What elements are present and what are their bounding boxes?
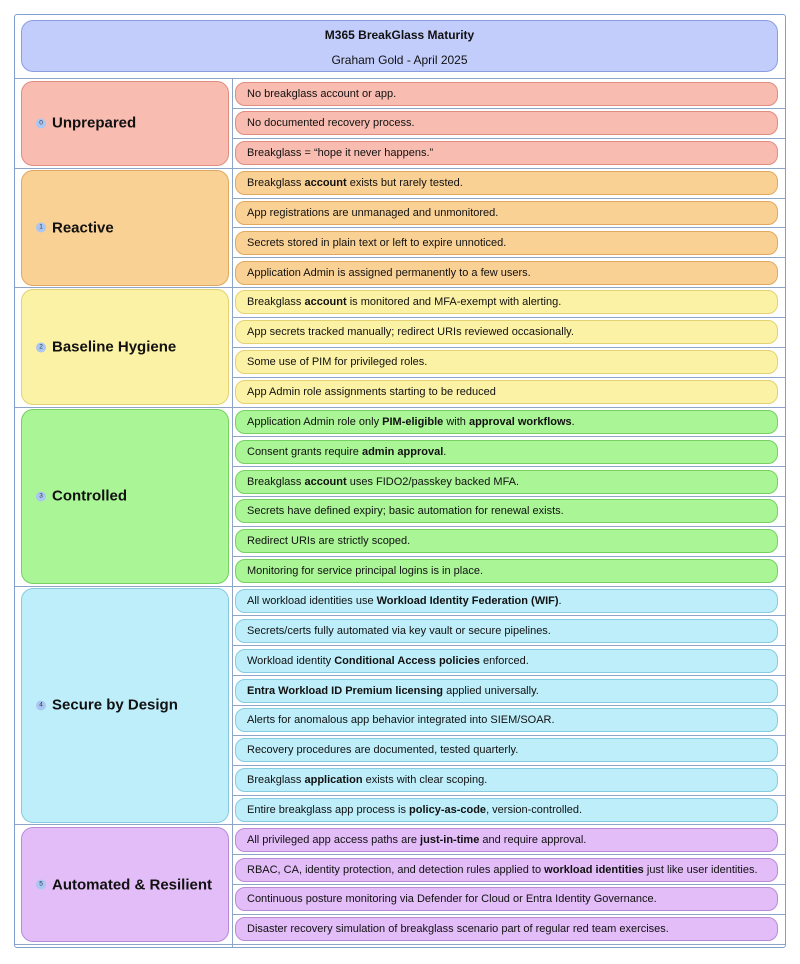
row-divider bbox=[15, 586, 785, 587]
level-0-item bbox=[235, 111, 778, 135]
level-label bbox=[36, 115, 136, 132]
level-3-box bbox=[21, 409, 229, 584]
level-4-item bbox=[235, 768, 778, 792]
diagram-header bbox=[21, 20, 778, 72]
level-label bbox=[36, 876, 212, 893]
emphasis-text: account bbox=[304, 177, 347, 190]
row-divider bbox=[233, 556, 785, 557]
row-divider bbox=[233, 645, 785, 646]
level-number-badge: 5 bbox=[36, 880, 46, 890]
level-4-item bbox=[235, 798, 778, 822]
item-text: Application Admin is assigned permanently to a few users. bbox=[247, 266, 531, 279]
level-5-item bbox=[235, 858, 778, 882]
emphasis-text: admin approval bbox=[361, 445, 444, 458]
item-text: App Admin role assignments starting to be reduced bbox=[247, 386, 496, 398]
item-text: No breakglass account or app. bbox=[247, 87, 397, 100]
level-3-item bbox=[235, 559, 778, 583]
level-2-box bbox=[21, 289, 229, 405]
item-text: Continuous posture monitoring via Defender for Cloud or Entra Identity Governance. bbox=[247, 893, 657, 906]
level-4-item bbox=[235, 708, 778, 732]
row-divider bbox=[233, 347, 785, 348]
row-divider bbox=[233, 257, 785, 258]
item-text: Some use of PIM for privileged roles. bbox=[247, 356, 428, 369]
item-text: Disaster recovery simulation of breakglass scenario part of regular red team exercises. bbox=[247, 923, 669, 936]
item-text: Alerts for anomalous app behavior integrated into SIEM/SOAR. bbox=[247, 714, 555, 727]
row-divider bbox=[233, 615, 785, 616]
level-0-item bbox=[235, 82, 778, 106]
emphasis-text: account bbox=[304, 296, 347, 309]
item-text: . bbox=[443, 445, 447, 458]
level-title: Automated & Resilient bbox=[52, 876, 213, 894]
item-text: . bbox=[558, 594, 562, 607]
item-text: Secrets stored in plain text or left to expire unnoticed. bbox=[247, 236, 507, 249]
diagram-title: M365 BreakGlass Maturity bbox=[324, 28, 475, 42]
level-title: Unprepared bbox=[52, 114, 137, 132]
level-3-item bbox=[235, 410, 778, 434]
level-1-box bbox=[21, 170, 229, 286]
item-text: Breakglass bbox=[247, 475, 305, 488]
level-1-item bbox=[235, 201, 778, 225]
row-divider bbox=[233, 735, 785, 736]
item-text: exists with clear scoping. bbox=[362, 774, 488, 787]
item-text: Breakglass = “hope it never happens.” bbox=[247, 147, 434, 160]
item-text: RBAC, CA, identity protection, and detection rules applied to bbox=[247, 863, 545, 876]
item-text: Application Admin role only bbox=[247, 415, 383, 428]
level-3-item bbox=[235, 499, 778, 523]
row-divider bbox=[15, 824, 785, 825]
item-text: App registrations are unmanaged and unmonitored. bbox=[247, 206, 499, 219]
level-4-item bbox=[235, 619, 778, 643]
level-title: Secure by Design bbox=[52, 696, 178, 714]
level-4-item bbox=[235, 649, 778, 673]
item-text: Monitoring for service principal logins is in place. bbox=[247, 565, 483, 578]
emphasis-text: Workload Identity Federation (WIF) bbox=[376, 594, 559, 607]
item-text: . bbox=[571, 415, 575, 428]
level-5-box bbox=[21, 827, 229, 943]
item-text: uses FIDO2/passkey backed MFA. bbox=[346, 475, 520, 488]
emphasis-text: workload identities bbox=[544, 863, 644, 876]
item-text: enforced. bbox=[479, 654, 529, 667]
row-divider bbox=[233, 675, 785, 676]
level-1-item bbox=[235, 231, 778, 255]
level-number-badge: 1 bbox=[36, 223, 46, 233]
level-title: Controlled bbox=[52, 487, 127, 505]
row-divider bbox=[15, 287, 785, 288]
emphasis-text: Entra Workload ID Premium licensing bbox=[247, 684, 444, 697]
row-divider bbox=[15, 944, 785, 945]
row-divider bbox=[233, 198, 785, 199]
level-number-badge: 2 bbox=[36, 342, 46, 352]
item-text: Entire breakglass app process is bbox=[247, 803, 410, 816]
row-divider bbox=[233, 705, 785, 706]
level-2-item bbox=[235, 320, 778, 344]
item-text: All workload identities use bbox=[247, 594, 377, 607]
item-text: All privileged app access paths are bbox=[247, 833, 421, 846]
level-label bbox=[36, 488, 127, 505]
item-text: applied universally. bbox=[443, 684, 539, 697]
header-divider bbox=[15, 78, 785, 79]
level-2-item bbox=[235, 380, 778, 404]
row-divider bbox=[233, 795, 785, 796]
level-number-badge: 4 bbox=[36, 700, 46, 710]
row-divider bbox=[233, 317, 785, 318]
row-divider bbox=[233, 108, 785, 109]
item-text: Secrets/certs fully automated via key vault or secure pipelines. bbox=[247, 624, 551, 637]
item-text: Breakglass bbox=[247, 774, 305, 787]
row-divider bbox=[233, 765, 785, 766]
level-1-item bbox=[235, 171, 778, 195]
row-divider bbox=[233, 854, 785, 855]
emphasis-text: PIM-eligible bbox=[382, 415, 444, 428]
row-divider bbox=[15, 168, 785, 169]
row-divider bbox=[233, 138, 785, 139]
row-divider bbox=[233, 496, 785, 497]
level-2-item bbox=[235, 350, 778, 374]
level-3-item bbox=[235, 470, 778, 494]
row-divider bbox=[233, 526, 785, 527]
level-number-badge: 0 bbox=[36, 118, 46, 128]
level-title: Baseline Hygiene bbox=[52, 338, 177, 356]
row-divider bbox=[233, 377, 785, 378]
item-text: and require approval. bbox=[479, 833, 587, 846]
level-4-item bbox=[235, 679, 778, 703]
item-text: App secrets tracked manually; redirect URIs reviewed occasionally. bbox=[247, 326, 574, 339]
emphasis-text: approval workflows bbox=[468, 415, 572, 428]
item-text: Redirect URIs are strictly scoped. bbox=[247, 535, 411, 548]
row-divider bbox=[233, 466, 785, 467]
item-text: Breakglass bbox=[247, 296, 305, 309]
emphasis-text: account bbox=[304, 475, 347, 488]
row-divider bbox=[15, 407, 785, 408]
level-label bbox=[36, 219, 114, 236]
level-number-badge: 3 bbox=[36, 491, 46, 501]
item-text: Breakglass bbox=[247, 177, 305, 190]
level-5-item bbox=[235, 887, 778, 911]
level-2-item bbox=[235, 290, 778, 314]
item-text: Consent grants require bbox=[247, 445, 362, 458]
level-3-item bbox=[235, 529, 778, 553]
level-4-box bbox=[21, 588, 229, 823]
row-divider bbox=[233, 914, 785, 915]
level-0-item bbox=[235, 141, 778, 165]
level-0-box bbox=[21, 81, 229, 167]
level-label bbox=[36, 339, 176, 356]
item-text: with bbox=[443, 415, 469, 428]
item-text: is monitored and MFA-exempt with alerting. bbox=[346, 296, 562, 309]
item-text: No documented recovery process. bbox=[247, 117, 415, 130]
item-text: exists but rarely tested. bbox=[346, 177, 463, 190]
level-4-item bbox=[235, 589, 778, 613]
emphasis-text: policy-as-code bbox=[409, 803, 487, 816]
diagram-subtitle: Graham Gold - April 2025 bbox=[331, 53, 468, 67]
emphasis-text: just-in-time bbox=[420, 833, 480, 846]
row-divider bbox=[233, 436, 785, 437]
row-divider bbox=[233, 884, 785, 885]
item-text: Recovery procedures are documented, tested quarterly. bbox=[247, 744, 519, 757]
level-1-item bbox=[235, 261, 778, 285]
level-5-item bbox=[235, 917, 778, 941]
level-label bbox=[36, 697, 178, 714]
emphasis-text: Conditional Access policies bbox=[334, 654, 480, 667]
emphasis-text: application bbox=[304, 774, 363, 787]
item-text: , version-controlled. bbox=[486, 803, 583, 816]
level-3-item bbox=[235, 440, 778, 464]
level-5-item bbox=[235, 828, 778, 852]
level-title: Reactive bbox=[52, 219, 114, 237]
level-4-item bbox=[235, 738, 778, 762]
item-text: Workload identity bbox=[247, 654, 335, 667]
column-divider bbox=[232, 78, 233, 947]
item-text: just like user identities. bbox=[643, 863, 758, 876]
row-divider bbox=[233, 227, 785, 228]
item-text: Secrets have defined expiry; basic automation for renewal exists. bbox=[247, 505, 564, 518]
